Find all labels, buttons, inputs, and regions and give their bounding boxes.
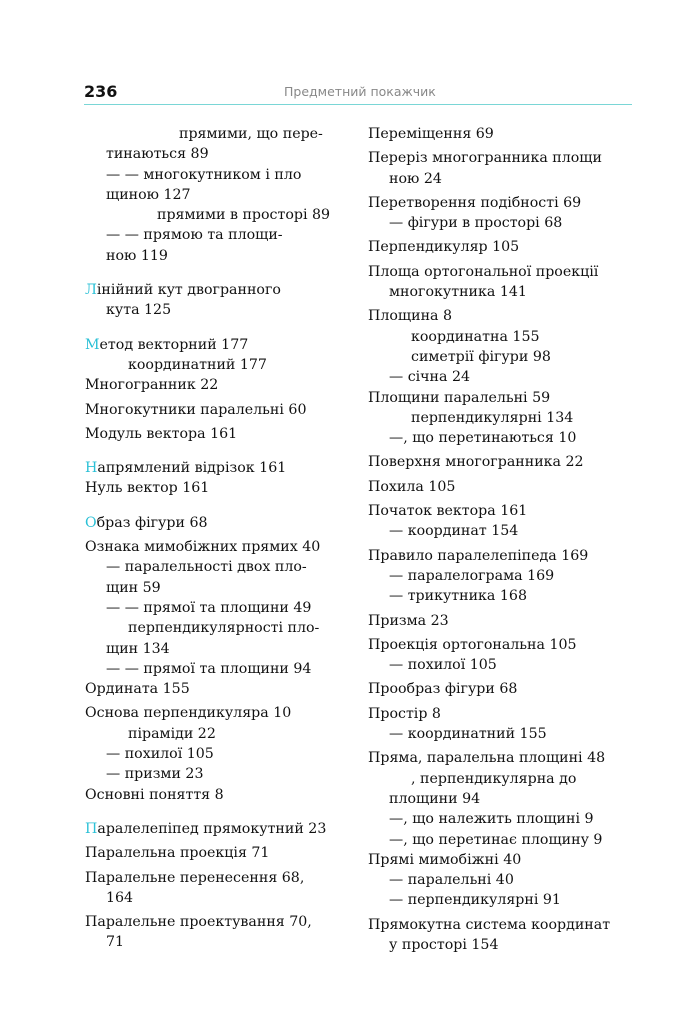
entry-text: аралелепіпед прямокутний 23 [97,820,327,837]
index-entry [85,513,347,533]
index-entry: тинаються 89 [106,146,209,163]
section-gap [85,805,347,819]
index-entry [85,819,347,839]
entry-text: браз фігури 68 [96,514,208,531]
index-entry [85,458,347,478]
index-entry: — — многокутником і пло [106,166,302,183]
index-entry: Проекція ортогональна 105 [368,636,577,653]
index-entry: щиною 127 [106,186,191,203]
entry-text: інійний кут двогранного [96,282,281,299]
index-entry: Прямі мимобіжні 40 [368,851,522,868]
index-entry: — фігури в просторі 68 [389,215,563,232]
index-entry: Прямокутна система координат [368,916,611,933]
index-entry: симетрії фігури 98 [411,348,551,365]
index-entry: піраміди 22 [128,725,216,742]
index-entry: Переміщення 69 [368,126,494,142]
index-entry: — похилої 105 [389,657,497,674]
index-entry: координатна 155 [411,328,540,345]
index-entry: — паралелограма 169 [389,567,555,584]
index-entry: — призми 23 [106,766,204,783]
index-entry: прямими в просторі 89 [157,207,331,224]
section-letter: П [85,820,98,837]
index-column-right [368,124,640,955]
section-letter: О [85,514,97,531]
index-entry: ною 119 [106,247,168,264]
index-entry: кута 125 [106,302,172,319]
index-entry: Переріз многогранника площи [368,150,602,167]
index-entry: — січна 24 [389,369,471,386]
section-letter: Н [85,460,98,477]
index-entry: 71 [106,934,125,951]
index-entry: Перпендикуляр 105 [368,239,520,256]
index-entry: — — прямою та площи- [106,227,283,244]
index-entry: — паралельні 40 [389,872,514,889]
section-gap [85,321,347,335]
index-entry: у просторі 154 [389,936,499,953]
section-letter: Л [85,282,97,299]
index-entry: Основа перпендикуляра 10 [85,705,292,722]
index-entry: Похила 105 [368,478,456,495]
index-entry: щин 59 [106,579,161,596]
index-entry: Нуль вектор 161 [85,480,210,497]
index-entry [85,335,347,355]
index-entry: Многокутники паралельні 60 [85,401,307,418]
index-entry: Правило паралелепіпеда 169 [368,547,589,564]
index-entry: —, що належить площині 9 [389,811,594,828]
index-entry: — похилої 105 [106,746,214,763]
index-entry: , перпендикулярна до [411,770,577,787]
index-entry: Площина 8 [368,308,453,325]
page-header [84,82,632,104]
index-entry: —, що перетинаються 10 [389,430,577,447]
index-entry: многокутника 141 [389,284,527,301]
index-entry: Прообраз фігури 68 [368,681,518,698]
index-entry: Ордината 155 [85,681,190,698]
index-entry: Призма 23 [368,612,449,629]
index-entry: Паралельне перенесення 68, [85,869,305,886]
index-entry: Перетворення подібності 69 [368,194,582,211]
index-entry: Основні поняття 8 [85,786,224,803]
index-entry: — координатний 155 [389,726,547,743]
index-entry: Ознака мимобіжних прямих 40 [85,539,321,556]
page-number: 236 [84,82,118,101]
index-entry: 164 [106,889,134,906]
index-entry: — — прямої та площини 94 [106,660,312,677]
index-entry: перпендикулярності пло- [128,620,320,637]
index-entry: — — прямої та площини 49 [106,599,312,616]
section-gap [85,444,347,458]
index-entry: прямими, що пере- [179,126,323,142]
index-entry: — паралельності двох пло- [106,559,307,576]
header-rule [84,104,632,105]
index-entry: —, що перетинає площину 9 [389,831,603,848]
index-entry: площини 94 [389,790,481,807]
index-entry: Простір 8 [368,705,441,722]
index-entry [85,280,347,300]
index-entry: Пряма, паралельна площині 48 [368,750,606,767]
index-entry: Початок вектора 161 [368,503,528,520]
entry-text: етод векторний 177 [99,336,249,353]
index-entry: Паралельне проектування 70, [85,914,312,931]
index-entry: Модуль вектора 161 [85,425,238,442]
section-gap [85,266,347,280]
index-entry: Площа ортогональної проекції [368,263,599,280]
index-entry: Площини паралельні 59 [368,389,551,406]
index-entry: Паралельна проекція 71 [85,845,270,862]
index-entry: щин 134 [106,640,170,657]
index-entry: координатний 177 [128,356,267,373]
section-letter: М [85,336,100,353]
index-entry: — трикутника 168 [389,588,527,605]
index-entry: Многогранник 22 [85,377,219,394]
index-entry: ною 24 [389,170,442,187]
index-entry: — координат 154 [389,523,519,540]
index-column-left [85,124,347,953]
index-entry: Поверхня многогранника 22 [368,454,584,471]
entry-text: апрямлений відрізок 161 [97,460,287,477]
running-title: Предметний покажчик [284,84,436,99]
section-gap [85,499,347,513]
index-entry: — перпендикулярні 91 [389,892,561,909]
index-entry: перпендикулярні 134 [411,409,574,426]
